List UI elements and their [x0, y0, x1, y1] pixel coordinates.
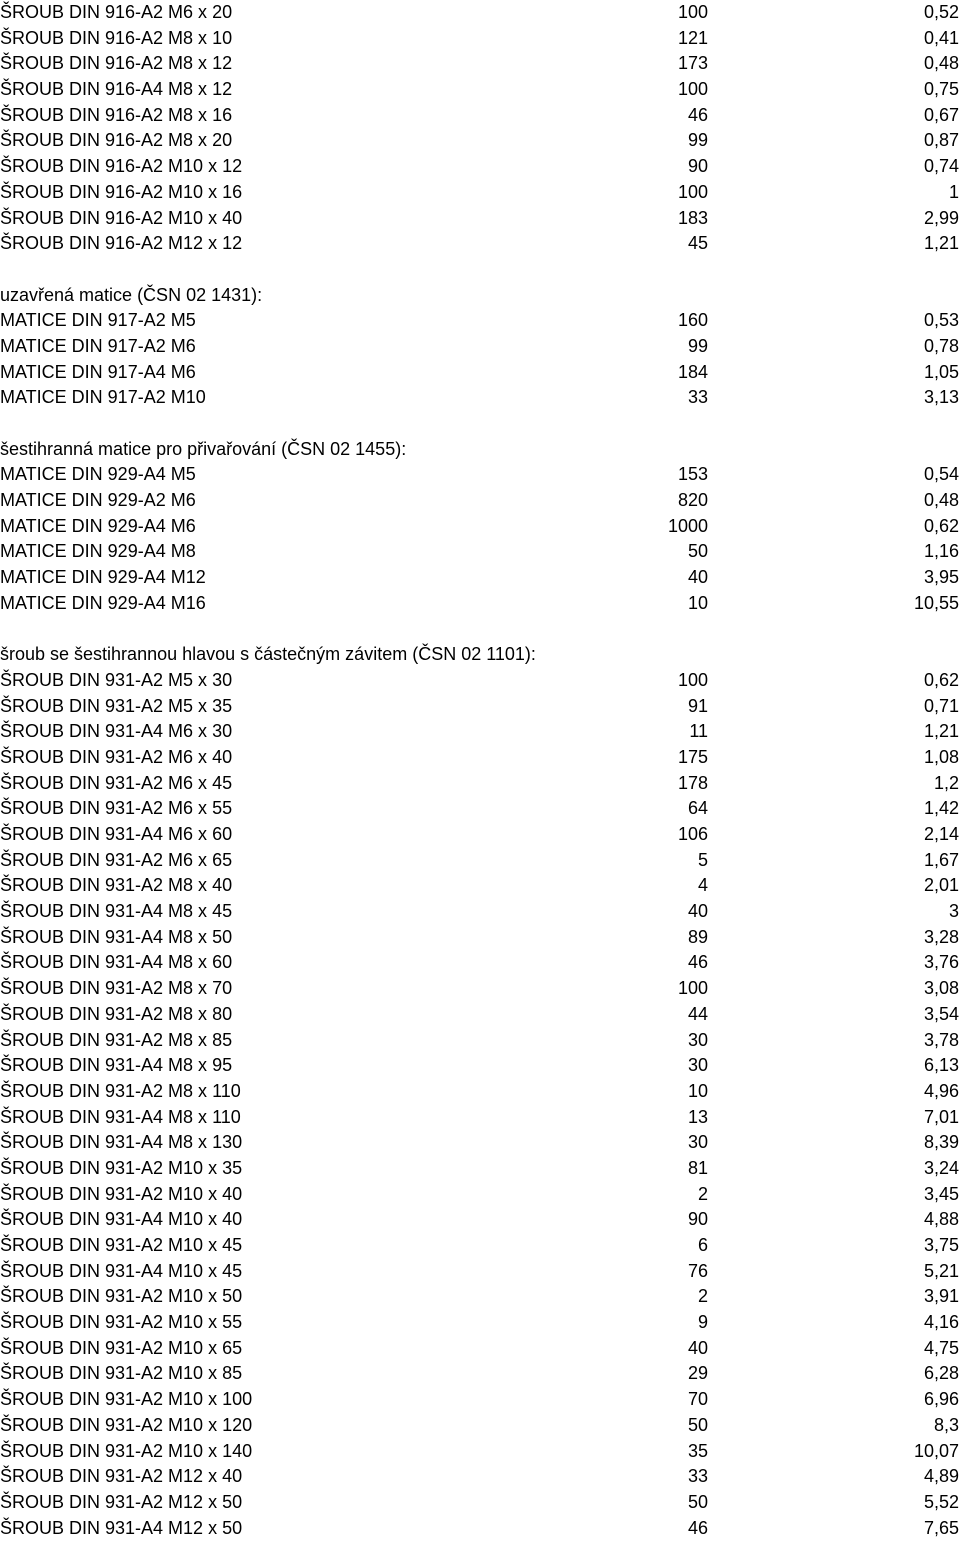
product-name: ŠROUB DIN 931-A2 M10 x 35 [0, 1157, 243, 1178]
product-price: 7,01 [923, 1106, 959, 1127]
product-name: MATICE DIN 917-A4 M6 [0, 361, 196, 382]
product-quantity: 40 [687, 1337, 708, 1358]
product-name: ŠROUB DIN 931-A4 M8 x 45 [0, 901, 233, 922]
product-quantity: 106 [677, 824, 708, 844]
table-row [0, 1516, 960, 1541]
product-quantity: 81 [687, 1157, 708, 1178]
table-row [0, 231, 960, 257]
product-price: 0,53 [923, 310, 959, 331]
product-price: 3,54 [923, 1003, 959, 1024]
product-quantity: 100 [677, 2, 708, 22]
product-quantity: 99 [687, 335, 708, 356]
product-price: 2,99 [923, 207, 959, 228]
product-name: MATICE DIN 929-A4 M16 [0, 592, 206, 613]
product-price: 0,48 [923, 53, 959, 74]
product-quantity: 6 [697, 1235, 708, 1255]
product-quantity: 100 [677, 79, 708, 100]
table-row [0, 694, 960, 720]
product-price: 8,3 [933, 1414, 959, 1435]
product-price: 5,21 [923, 1260, 959, 1281]
product-name: ŠROUB DIN 931-A2 M12 x 40 [0, 1466, 243, 1487]
product-quantity: 11 [689, 721, 708, 742]
product-price: 3,28 [923, 926, 959, 947]
product-name: MATICE DIN 929-A4 M6 [0, 515, 196, 536]
table-row [0, 950, 960, 976]
table-row [0, 77, 960, 103]
table-row [0, 1105, 960, 1131]
product-name: ŠROUB DIN 931-A4 M8 x 130 [0, 1132, 243, 1153]
table-row [0, 1028, 960, 1054]
table-row [0, 1336, 960, 1362]
product-name: ŠROUB DIN 931-A2 M8 x 80 [0, 1003, 233, 1024]
table-row [0, 103, 960, 129]
table-row [0, 1182, 960, 1208]
product-price: 1,05 [923, 361, 959, 382]
table-row [0, 1156, 960, 1182]
product-name: ŠROUB DIN 916-A2 M10 x 40 [0, 207, 243, 228]
product-price: 1,67 [923, 849, 959, 870]
product-quantity: 89 [687, 926, 708, 947]
product-name: ŠROUB DIN 931-A2 M5 x 35 [0, 695, 233, 716]
product-quantity: 9 [697, 1312, 708, 1333]
product-quantity: 183 [677, 207, 708, 228]
product-quantity: 76 [687, 1260, 708, 1281]
product-name: ŠROUB DIN 931-A4 M10 x 40 [0, 1209, 243, 1230]
product-quantity: 30 [687, 1029, 708, 1050]
product-quantity: 46 [687, 952, 708, 973]
product-quantity: 5 [697, 849, 708, 870]
table-row [0, 539, 960, 565]
product-quantity: 46 [687, 104, 708, 125]
product-quantity: 184 [677, 361, 708, 382]
product-quantity: 2 [697, 1286, 708, 1307]
product-name: ŠROUB DIN 931-A4 M8 x 60 [0, 952, 233, 973]
product-quantity: 90 [687, 156, 708, 177]
product-quantity: 4 [697, 875, 708, 896]
product-price: 4,16 [923, 1312, 959, 1333]
product-name: ŠROUB DIN 916-A2 M12 x 12 [0, 233, 243, 254]
product-price: 3,13 [923, 387, 959, 408]
table-row [0, 668, 960, 694]
product-price: 1,42 [923, 798, 959, 819]
product-quantity: 30 [687, 1055, 708, 1076]
product-price: 3,76 [923, 952, 959, 973]
product-quantity: 1000 [667, 515, 708, 536]
product-price: 4,75 [923, 1337, 959, 1358]
product-price: 10,07 [913, 1440, 959, 1461]
product-quantity: 2 [697, 1183, 708, 1204]
product-name: MATICE DIN 917-A2 M10 [0, 387, 206, 408]
table-row [0, 848, 960, 874]
product-quantity: 10 [687, 1080, 708, 1101]
product-price: 1,16 [923, 541, 959, 562]
table-row [0, 745, 960, 771]
product-name: ŠROUB DIN 931-A2 M6 x 65 [0, 849, 233, 870]
product-name: ŠROUB DIN 916-A2 M8 x 20 [0, 130, 233, 151]
product-price: 1,21 [923, 721, 959, 742]
section-spacer [0, 411, 960, 437]
product-name: ŠROUB DIN 931-A2 M10 x 55 [0, 1312, 243, 1333]
product-price: 10,55 [913, 592, 959, 613]
section-heading [0, 283, 960, 309]
product-quantity: 100 [677, 978, 708, 999]
product-quantity: 50 [687, 1491, 708, 1512]
product-price: 6,13 [923, 1055, 959, 1076]
table-row [0, 308, 960, 334]
table-row [0, 1387, 960, 1413]
product-price: 0,71 [923, 695, 959, 716]
product-price: 1 [948, 181, 959, 202]
product-price: 0,75 [923, 79, 959, 100]
table-row [0, 360, 960, 386]
section-spacer [0, 257, 960, 283]
table-row [0, 796, 960, 822]
table-row [0, 1259, 960, 1285]
table-row [0, 128, 960, 154]
table-row [0, 154, 960, 180]
product-quantity: 10 [687, 592, 708, 613]
table-row [0, 1130, 960, 1156]
product-quantity: 175 [677, 746, 708, 767]
product-name: ŠROUB DIN 931-A2 M6 x 40 [0, 746, 233, 767]
product-name: ŠROUB DIN 931-A4 M8 x 50 [0, 926, 233, 947]
table-row [0, 385, 960, 411]
product-name: ŠROUB DIN 931-A2 M8 x 110 [0, 1080, 241, 1101]
product-name: ŠROUB DIN 931-A2 M10 x 100 [0, 1389, 253, 1410]
table-row [0, 0, 960, 26]
product-name: ŠROUB DIN 931-A2 M5 x 30 [0, 669, 233, 690]
section-heading-text: šroub se šestihrannou hlavou s částečným závitem (ČSN 02 1101): [0, 644, 536, 665]
product-name: ŠROUB DIN 931-A2 M10 x 65 [0, 1337, 243, 1358]
product-price: 0,48 [923, 490, 959, 511]
product-name: ŠROUB DIN 916-A2 M8 x 16 [0, 104, 233, 125]
product-quantity: 121 [677, 27, 708, 48]
table-row [0, 1207, 960, 1233]
table-row [0, 51, 960, 77]
product-name: ŠROUB DIN 931-A4 M12 x 50 [0, 1517, 243, 1538]
table-row [0, 899, 960, 925]
product-quantity: 100 [677, 669, 708, 690]
product-price: 0,41 [923, 27, 959, 48]
product-quantity: 153 [677, 464, 708, 485]
table-row [0, 822, 960, 848]
product-price: 3,08 [923, 978, 959, 999]
table-row [0, 1310, 960, 1336]
product-price: 3,24 [923, 1157, 959, 1178]
product-name: MATICE DIN 929-A4 M8 [0, 541, 196, 562]
table-row [0, 206, 960, 232]
product-price: 1,08 [923, 746, 959, 767]
product-name: MATICE DIN 917-A2 M6 [0, 335, 196, 356]
product-price: 2,01 [923, 875, 959, 896]
table-row [0, 771, 960, 797]
product-quantity: 99 [687, 130, 708, 151]
product-price: 0,67 [923, 104, 959, 125]
product-name: ŠROUB DIN 931-A2 M8 x 40 [0, 875, 233, 896]
product-price: 0,78 [923, 335, 959, 356]
product-price: 0,74 [923, 156, 959, 177]
product-name: ŠROUB DIN 931-A4 M6 x 30 [0, 721, 233, 742]
table-row [0, 1079, 960, 1105]
product-price: 4,88 [923, 1209, 959, 1230]
product-price: 1,2 [933, 772, 959, 793]
table-row [0, 1284, 960, 1310]
product-quantity: 70 [687, 1389, 708, 1410]
product-quantity: 33 [687, 387, 708, 408]
product-price: 1,21 [923, 233, 959, 254]
section-heading-text: šestihranná matice pro přivařování (ČSN 02 1455): [0, 438, 407, 459]
product-name: ŠROUB DIN 931-A2 M10 x 85 [0, 1363, 243, 1384]
product-name: MATICE DIN 929-A4 M12 [0, 567, 206, 588]
product-name: ŠROUB DIN 931-A2 M12 x 50 [0, 1491, 243, 1512]
table-row [0, 1490, 960, 1516]
product-name: MATICE DIN 929-A4 M5 [0, 464, 196, 485]
product-name: ŠROUB DIN 931-A2 M6 x 45 [0, 772, 233, 793]
product-quantity: 160 [677, 310, 708, 331]
product-price: 3,95 [923, 567, 959, 588]
product-quantity: 50 [687, 541, 708, 562]
product-quantity: 44 [687, 1003, 708, 1024]
product-price: 4,96 [923, 1080, 959, 1101]
product-quantity: 820 [677, 490, 708, 511]
product-name: ŠROUB DIN 931-A2 M10 x 120 [0, 1414, 253, 1435]
table-row [0, 488, 960, 514]
product-quantity: 64 [687, 798, 708, 819]
product-quantity: 173 [677, 53, 708, 74]
product-price: 2,14 [923, 824, 959, 844]
product-name: ŠROUB DIN 916-A2 M10 x 12 [0, 156, 243, 177]
product-price: 3,75 [923, 1235, 959, 1255]
product-price: 3 [948, 901, 959, 922]
product-name: ŠROUB DIN 931-A2 M10 x 140 [0, 1440, 253, 1461]
product-name: MATICE DIN 917-A2 M5 [0, 310, 196, 331]
product-price: 0,54 [923, 464, 959, 485]
product-name: ŠROUB DIN 931-A2 M10 x 45 [0, 1235, 243, 1255]
product-price: 3,45 [923, 1183, 959, 1204]
table-row [0, 976, 960, 1002]
product-price: 3,91 [923, 1286, 959, 1307]
product-name: ŠROUB DIN 916-A2 M8 x 10 [0, 27, 233, 48]
product-price: 5,52 [923, 1491, 959, 1512]
table-row [0, 462, 960, 488]
table-row [0, 1002, 960, 1028]
product-price: 6,28 [923, 1363, 959, 1384]
table-row [0, 565, 960, 591]
table-row [0, 514, 960, 540]
section-spacer [0, 617, 960, 643]
product-price: 3,78 [923, 1029, 959, 1050]
section-heading [0, 437, 960, 463]
product-name: ŠROUB DIN 931-A4 M8 x 95 [0, 1055, 233, 1076]
section-heading-text: uzavřená matice (ČSN 02 1431): [0, 284, 263, 305]
product-name: ŠROUB DIN 931-A4 M6 x 60 [0, 824, 233, 844]
product-price: 0,62 [923, 515, 959, 536]
product-price: 6,96 [923, 1389, 959, 1410]
section-heading [0, 642, 960, 668]
product-quantity: 29 [687, 1363, 708, 1384]
product-name: ŠROUB DIN 931-A2 M10 x 40 [0, 1183, 243, 1204]
product-quantity: 33 [687, 1466, 708, 1487]
table-row [0, 1361, 960, 1387]
product-price: 0,52 [923, 2, 959, 22]
product-quantity: 90 [687, 1209, 708, 1230]
table-row [0, 1233, 960, 1259]
product-quantity: 13 [687, 1106, 708, 1127]
product-price: 0,62 [923, 669, 959, 690]
product-price: 4,89 [923, 1466, 959, 1487]
table-row [0, 1439, 960, 1465]
product-quantity: 178 [677, 772, 708, 793]
product-price: 7,65 [923, 1517, 959, 1538]
product-quantity: 50 [687, 1414, 708, 1435]
product-quantity: 40 [687, 901, 708, 922]
product-name: ŠROUB DIN 931-A2 M8 x 70 [0, 978, 233, 999]
table-row [0, 873, 960, 899]
product-name: ŠROUB DIN 916-A2 M10 x 16 [0, 181, 243, 202]
product-name: ŠROUB DIN 916-A4 M8 x 12 [0, 79, 233, 100]
product-quantity: 35 [687, 1440, 708, 1461]
product-name: ŠROUB DIN 931-A4 M10 x 45 [0, 1260, 243, 1281]
table-row [0, 591, 960, 617]
table-row [0, 925, 960, 951]
product-name: ŠROUB DIN 916-A2 M8 x 12 [0, 53, 233, 74]
product-price: 8,39 [923, 1132, 959, 1153]
table-row [0, 719, 960, 745]
product-name: MATICE DIN 929-A2 M6 [0, 490, 196, 511]
table-row [0, 1464, 960, 1490]
product-price: 0,87 [923, 130, 959, 151]
table-row [0, 26, 960, 52]
table-row [0, 334, 960, 360]
product-quantity: 30 [687, 1132, 708, 1153]
product-quantity: 40 [687, 567, 708, 588]
product-quantity: 91 [687, 695, 708, 716]
product-name: ŠROUB DIN 931-A4 M8 x 110 [0, 1106, 241, 1127]
product-quantity: 45 [687, 233, 708, 254]
product-name: ŠROUB DIN 931-A2 M10 x 50 [0, 1286, 243, 1307]
table-row [0, 1413, 960, 1439]
product-quantity: 46 [687, 1517, 708, 1538]
product-name: ŠROUB DIN 916-A2 M6 x 20 [0, 2, 233, 22]
table-row [0, 180, 960, 206]
product-name: ŠROUB DIN 931-A2 M8 x 85 [0, 1029, 233, 1050]
table-row [0, 1053, 960, 1079]
product-quantity: 100 [677, 181, 708, 202]
product-name: ŠROUB DIN 931-A2 M6 x 55 [0, 798, 233, 819]
